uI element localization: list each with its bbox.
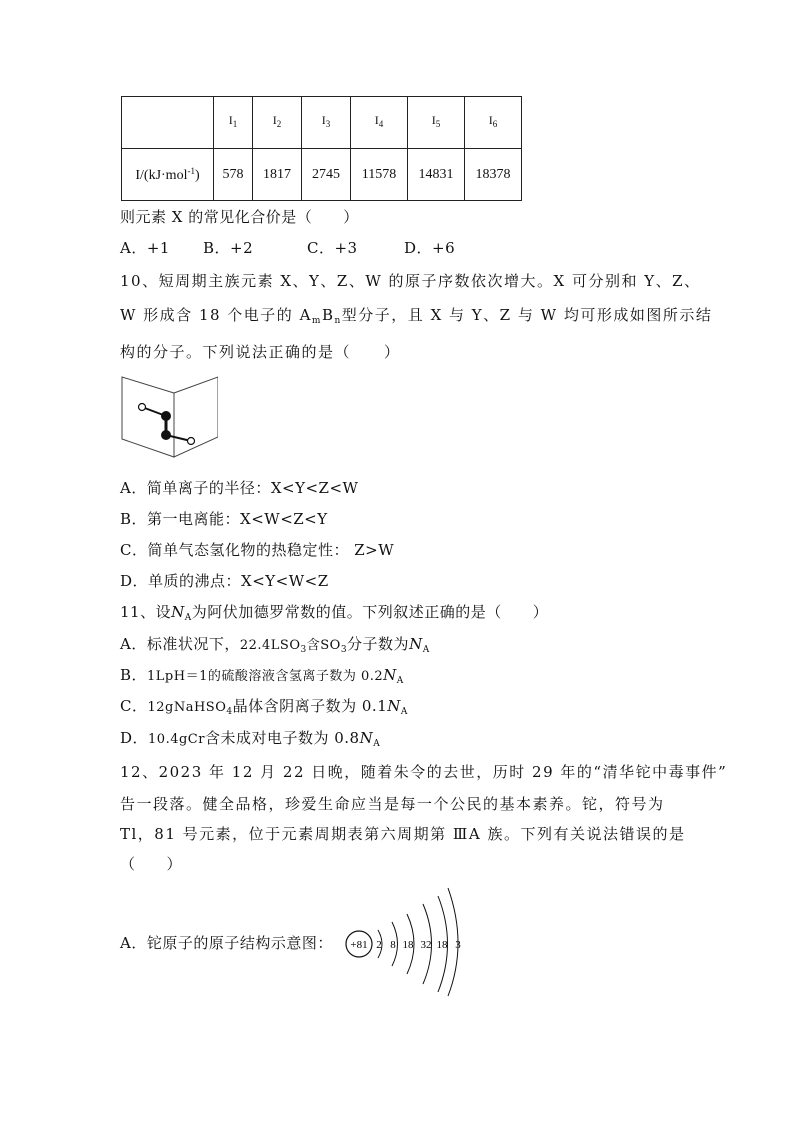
small-atom <box>139 404 146 411</box>
value-cell: 11578 <box>351 149 408 201</box>
q10-line3: 构的分子。下列说法正确的是（ ） <box>120 343 401 361</box>
q11-stem: 11、设$N_A$为阿伏加德罗常数的值。下列叙述正确的是（ ） <box>120 603 549 623</box>
q10-option-a: A．简单离子的半径：X<Y<Z<W <box>120 479 359 497</box>
large-atom <box>161 411 171 421</box>
shell-count: 8 <box>390 939 396 951</box>
q10-option-c: C．简单气态氢化物的热稳定性： Z>W <box>120 541 395 559</box>
q11-option-d: D．10.4gCr含未成对电子数为 $0.8N_A$ <box>120 729 381 749</box>
table-row <box>122 149 522 201</box>
q12-line3: Tl，81 号元素，位于元素周期表第六周期第 ⅢA 族。下列有关说法错误的是 <box>120 825 686 843</box>
value-cell: 578 <box>214 149 253 201</box>
molecule-structure-figure <box>118 375 218 460</box>
q9-option-a: A．+1 <box>120 239 170 257</box>
q9-stem: 则元素 X 的常见化合价是（ ） <box>120 208 359 226</box>
q9-option-b: B．+2 <box>203 239 254 257</box>
q12-line2: 告一段落。健全品格，珍爱生命应当是每一个公民的基本素养。铊，符号为 <box>120 795 665 813</box>
large-atom <box>161 430 171 440</box>
q10-option-d: D．单质的沸点：X<Y<W<Z <box>120 572 329 590</box>
shell-count: 2 <box>376 939 382 951</box>
header-I2: $I_2$ <box>253 97 302 149</box>
header-I1: $I_1$ <box>214 97 253 149</box>
header-I3: $I_3$ <box>302 97 351 149</box>
shell-count: 18 <box>402 939 414 951</box>
table-corner-cell <box>122 97 214 149</box>
table-header-row <box>122 97 522 149</box>
q12-line1: 12、2023 年 12 月 22 日晚，随着朱令的去世，历时 29 年的“清华铊中毒事件” <box>120 763 728 781</box>
nucleus-charge: +81 <box>350 939 368 951</box>
value-cell: 1817 <box>253 149 302 201</box>
shell-count: 18 <box>436 939 448 951</box>
shell-count: 32 <box>420 939 432 951</box>
q10-option-b: B．第一电离能：X<W<Z<Y <box>120 510 328 528</box>
figure-right-plane <box>174 377 218 457</box>
q11-option-a: A．标准状况下，$22.4LSO_3$含$SO_3$分子数为$N_A$ <box>120 635 430 655</box>
thallium-atom-diagram <box>340 882 470 997</box>
value-cell: 14831 <box>408 149 465 201</box>
q10-line2: W 形成含 18 个电子的 $A_mB_n$型分子，且 X 与 Y、Z 与 W 均可形成如图所示结 <box>120 306 713 326</box>
q10-line1: 10、短周期主族元素 X、Y、Z、W 的原子序数依次增大。X 可分别和 Y、Z、 <box>120 272 701 290</box>
q11-option-c: C．12gNaHSO$_4$晶体含阴离子数为 $0.1N_A$ <box>120 697 408 717</box>
ionization-energy-table <box>121 96 522 201</box>
q11-option-b: B．1LpH＝1的硫酸溶液含氢离子数为 $0.2N_A$ <box>120 666 404 686</box>
value-cell: 18378 <box>465 149 522 201</box>
shell-count: 3 <box>455 939 461 951</box>
header-I4: $I_4$ <box>351 97 408 149</box>
row-label-cell: I/(kJ·mol$^{-1}$) <box>122 149 214 201</box>
header-I5: $I_5$ <box>408 97 465 149</box>
value-cell: 2745 <box>302 149 351 201</box>
small-atom <box>188 438 195 445</box>
q12-option-a: A．铊原子的原子结构示意图： <box>120 934 333 952</box>
header-I6: $I_6$ <box>465 97 522 149</box>
q12-line4: （ ） <box>120 855 183 873</box>
q9-option-d: D．+6 <box>404 239 456 257</box>
q9-option-c: C．+3 <box>307 239 358 257</box>
